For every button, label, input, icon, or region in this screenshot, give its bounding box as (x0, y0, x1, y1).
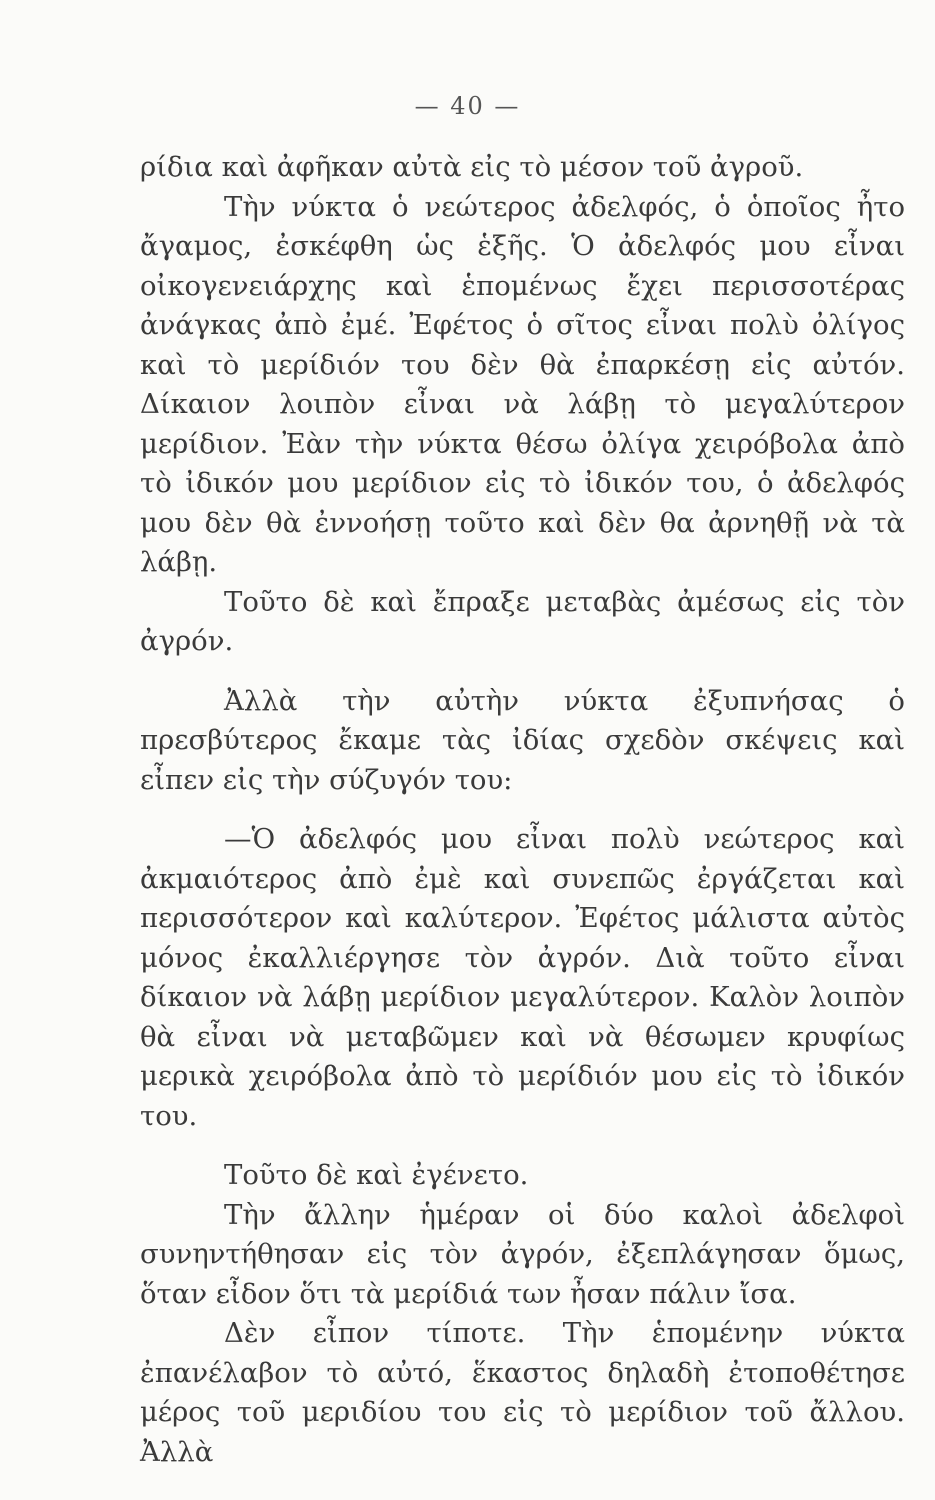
paragraph: Ἀλλὰ τὴν αὐτὴν νύκτα ἐξυπνήσας ὁ πρεσβύτερος ἔκαμε τὰς ἰδίας σχεδὸν σκέψεις καὶ εἶπεν εἰς τὴν σύζυγόν του: (140, 684, 905, 796)
body-text (140, 148, 905, 1472)
paragraph: Τὴν νύκτα ὁ νεώτερος ἀδελφός, ὁ ὁποῖος ἦτο ἄγαμος, ἐσκέφθη ὡς ἑξῆς. Ὁ ἀδελφός μου εἶναι οἰκογενειάρχης καὶ ἑπομένως ἔχει περισσοτέρας ἀνάγκας ἀπὸ ἐμέ. Ἐφέτος ὁ σῖτος εἶναι πολὺ ὀλίγος καὶ τὸ μερίδιόν του δὲν θὰ ἐπαρκέσῃ εἰς αὐτόν. Δίκαιον λοιπὸν εἶναι νὰ λάβῃ τὸ μεγαλύτερον μερίδιον. Ἐὰν τὴν νύκτα θέσω ὀλίγα χειρόβολα ἀπὸ τὸ ἰδικόν μου μερίδιον εἰς τὸ ἰδικόν του, ὁ ἀδελφός μου δὲν θὰ ἐννοήσῃ τοῦτο καὶ δὲν θα ἀρνηθῇ νὰ τὰ λάβῃ. (140, 190, 905, 578)
paragraph: Τὴν ἄλλην ἡμέραν οἱ δύο καλοὶ ἀδελφοὶ συνηντήθησαν εἰς τὸν ἀγρόν, ἐξεπλάγησαν ὅμως, ὅταν εἶδον ὅτι τὰ μερίδιά των ἦσαν πάλιν ἴσα. (140, 1198, 905, 1310)
dialogue-paragraph: —Ὁ ἀδελφός μου εἶναι πολὺ νεώτερος καὶ ἀκμαιότερος ἀπὸ ἐμὲ καὶ συνεπῶς ἐργάζεται καὶ περισσότερον καὶ καλύτερον. Ἐφέτος μάλιστα αὐτὸς μόνος ἐκαλλιέργησε τὸν ἀγρόν. Διὰ τοῦτο εἶναι δίκαιον νὰ λάβῃ μερίδιον μεγαλύτερον. Καλὸν λοιπὸν θὰ εἶναι νὰ μεταβῶμεν καὶ νὰ θέσωμεν κρυφίως μερικὰ χειρόβολα ἀπὸ τὸ μερίδιόν μου εἰς τὸ ἰδικόν του. (140, 823, 905, 1132)
paragraph: Δὲν εἶπον τίποτε. Τὴν ἑπομένην νύκτα ἐπανέλαβον τὸ αὐτό, ἕκαστος δηλαδὴ ἐτοποθέτησε μέρος τοῦ μεριδίου του εἰς τὸ μερίδιον τοῦ ἄλλου. Ἀλλὰ (140, 1317, 905, 1468)
paragraph: Τοῦτο δὲ καὶ ἐγένετο. (224, 1159, 529, 1191)
page-number: — 40 — (414, 92, 521, 120)
paragraph: Τοῦτο δὲ καὶ ἔπραξε μεταβὰς ἀμέσως εἰς τὸν ἀγρόν. (140, 585, 905, 657)
paragraph-continuation: ρίδια καὶ ἀφῆκαν αὐτὰ εἰς τὸ μέσον τοῦ ἀγροῦ. (140, 151, 804, 183)
